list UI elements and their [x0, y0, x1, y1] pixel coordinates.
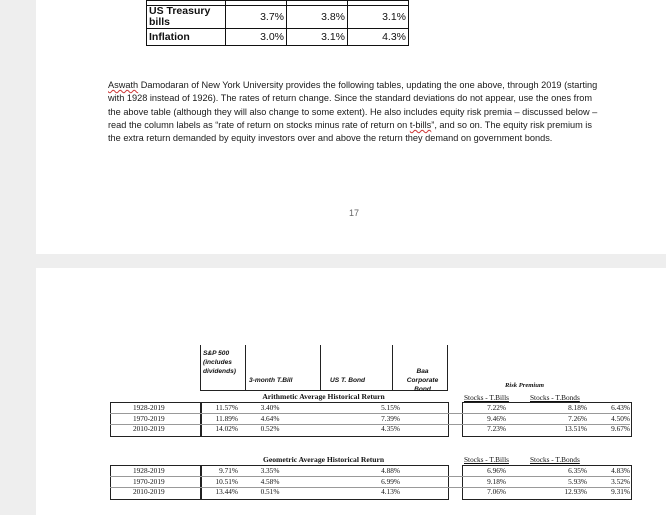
geometric-table — [110, 455, 630, 505]
rp-label-bonds: Stocks - T.Bonds — [530, 455, 580, 464]
cell-rp-bill: 12.93% — [564, 487, 587, 496]
table-header — [110, 345, 630, 391]
cell-tbond: 4.13% — [381, 487, 400, 496]
cell-rp-bill: 5.93% — [568, 476, 587, 486]
table-row — [147, 29, 409, 46]
document-page-2 — [36, 268, 666, 515]
header-baa: Baa Corporate Bond — [406, 368, 439, 393]
document-page-1 — [36, 0, 666, 254]
cell-tbond: 6.99% — [381, 476, 400, 486]
cell-rp-bill: 13.51% — [564, 424, 587, 433]
returns-table-top — [146, 0, 409, 46]
table-row — [110, 466, 630, 476]
rp-label-bonds: Stocks - T.Bonds — [530, 393, 580, 402]
cell-period: 1970-2019 — [133, 476, 165, 486]
cell-value: 4.3% — [348, 29, 409, 46]
cell-sp: 11.57% — [215, 403, 238, 412]
row-label: Inflation — [147, 29, 226, 46]
header-risk-premium: Risk Premium — [505, 382, 545, 389]
section-title: Arithmetic Average Historical Return — [262, 392, 385, 401]
cell-rp-bond: 9.31% — [611, 487, 630, 496]
cell-value: 3.1% — [287, 29, 348, 46]
cell-baa: 9.46% — [487, 413, 506, 423]
cell-tbond: 4.35% — [381, 424, 400, 433]
row-label: US Treasury bills — [147, 6, 226, 29]
cell-sp: 13.44% — [215, 487, 238, 496]
cell-baa: 7.06% — [487, 487, 506, 496]
header-sp500: S&P 500 (includes dividends) — [203, 350, 236, 375]
cell-tbill: 4.64% — [260, 413, 280, 423]
header-tbill: 3-month T.Bill — [249, 377, 293, 384]
table-row — [110, 414, 630, 424]
cell-rp-bond: 3.52% — [611, 476, 630, 486]
cell-baa: 9.18% — [487, 476, 506, 486]
table-row — [110, 487, 630, 497]
cell-rp-bond: 4.83% — [611, 466, 630, 475]
cell-rp-bond: 4.50% — [611, 413, 630, 423]
cell-tbill: 0.52% — [260, 424, 280, 433]
tbills-word: t-bills — [409, 119, 432, 130]
author-name: Aswath — [108, 80, 139, 91]
cell-value: 3.0% — [226, 29, 287, 46]
cell-period: 1928-2019 — [133, 403, 165, 412]
cell-rp-bill: 7.26% — [568, 413, 587, 423]
table-row — [110, 477, 630, 487]
table-row — [110, 403, 630, 413]
cell-tbill: 0.51% — [260, 487, 280, 496]
cell-tbill: 3.40% — [260, 403, 280, 412]
cell-tbill: 3.35% — [260, 466, 280, 475]
cell-sp: 14.02% — [215, 424, 238, 433]
table-row — [110, 424, 630, 434]
body-paragraph: Aswath Damodaran of New York University provides the following tables, updating the one above, through 2019 (starting with 1928 instead of 1926). The rates of return change. Since the standard deviations do not appear, use the ones from the above table (although they will also change to some extent). He also includes equity risk premia – discussed below – read the column labels as “rate of return on stocks minus rate of return on t-bills”, and so on. The equity risk premium is the extra return demanded by equity investors over and above the return they demand on government bonds. — [108, 80, 598, 143]
cell-rp-bond: 9.67% — [611, 424, 630, 433]
cell-tbond: 7.39% — [381, 413, 400, 423]
cell-tbond: 4.88% — [381, 466, 400, 475]
cell-tbill: 4.58% — [260, 476, 280, 486]
cell-value: 3.7% — [226, 6, 287, 29]
cell-baa: 7.22% — [487, 403, 506, 412]
cell-baa: 7.23% — [487, 424, 506, 433]
cell-period: 2010-2019 — [133, 424, 165, 433]
arithmetic-table — [110, 392, 630, 442]
cell-sp: 9.71% — [219, 466, 238, 475]
cell-rp-bond: 6.43% — [611, 403, 630, 412]
cell-period: 1928-2019 — [133, 466, 165, 475]
cell-baa: 6.96% — [487, 466, 506, 475]
rp-label-bills: Stocks - T.Bills — [464, 393, 509, 402]
cell-rp-bill: 6.35% — [568, 466, 587, 475]
cell-tbond: 5.15% — [381, 403, 400, 412]
cell-period: 1970-2019 — [133, 413, 165, 423]
cell-rp-bill: 8.18% — [568, 403, 587, 412]
header-tbond: US T. Bond — [330, 377, 366, 384]
cell-sp: 10.51% — [215, 476, 238, 486]
cell-sp: 11.89% — [215, 413, 238, 423]
section-title: Geometric Average Historical Return — [262, 455, 385, 464]
page-number: 17 — [349, 208, 360, 218]
rp-label-bills: Stocks - T.Bills — [464, 455, 509, 464]
cell-value: 3.8% — [287, 6, 348, 29]
cell-value: 3.1% — [348, 6, 409, 29]
cell-period: 2010-2019 — [133, 487, 165, 496]
table-row — [147, 6, 409, 29]
